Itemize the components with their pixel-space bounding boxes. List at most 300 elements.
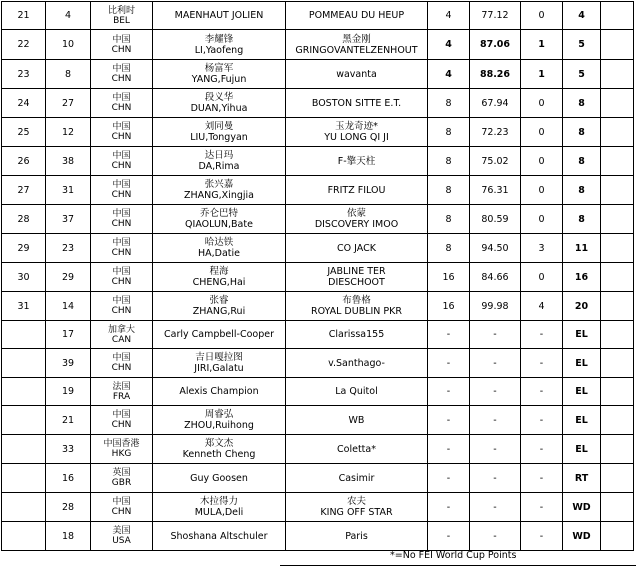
nation-cell-line2: CHN [111, 161, 132, 171]
horse-cell [286, 176, 428, 205]
blank-cell [601, 435, 634, 464]
place-cell: 22 [2, 30, 46, 60]
place-cell [2, 378, 46, 406]
rider-cell-line2: Shoshana Altschuler [170, 530, 268, 542]
place-cell: 31 [2, 292, 46, 321]
horse-cell-line2: BOSTON SITTE E.T. [311, 97, 402, 109]
nation-cell-line2: CHN [111, 74, 132, 84]
nation-cell [91, 435, 153, 464]
rider-cell-line2: JIRI,Galatu [194, 363, 244, 374]
time-faults-cell: 0 [521, 176, 563, 205]
horse-cell [286, 234, 428, 263]
total-cell: 16 [563, 263, 601, 292]
rider-cell-line1: 周睿弘 [204, 409, 234, 420]
horse-cell [286, 321, 428, 349]
place-cell: 21 [2, 2, 46, 30]
rider-cell [153, 493, 286, 522]
faults-cell: 8 [428, 205, 470, 234]
time-faults-cell: - [521, 464, 563, 493]
place-cell: 30 [2, 263, 46, 292]
nation-cell [91, 464, 153, 493]
total-cell: EL [563, 435, 601, 464]
time-faults-cell: - [521, 493, 563, 522]
results-table [1, 1, 634, 551]
start-number-cell: 10 [46, 30, 91, 60]
start-number-cell: 28 [46, 493, 91, 522]
rider-cell-line1: 乔仑巴特 [199, 208, 238, 219]
horse-cell [286, 205, 428, 234]
rider-cell-line2: MULA,Deli [194, 507, 244, 518]
nation-cell [91, 522, 153, 551]
rider-cell [153, 349, 286, 378]
place-cell: 28 [2, 205, 46, 234]
place-cell: 26 [2, 147, 46, 176]
table-row [2, 292, 634, 321]
rider-cell [153, 522, 286, 551]
horse-cell-line2: FRITZ FILOU [327, 184, 386, 196]
nation-cell [91, 89, 153, 118]
nation-cell-line1: 加拿大 [107, 324, 135, 335]
place-cell [2, 464, 46, 493]
rider-cell [153, 234, 286, 263]
rider-cell-line1: 程海 [209, 266, 229, 277]
rider-cell-line2: Kenneth Cheng [182, 449, 256, 460]
nation-cell-line2: CHN [111, 248, 132, 258]
horse-cell-line2: DISCOVERY IMOO [314, 219, 399, 230]
time-cell: 77.12 [470, 2, 521, 30]
rider-cell-line2: DA,Rima [198, 161, 240, 172]
blank-cell [601, 234, 634, 263]
time-faults-cell: 0 [521, 118, 563, 147]
nation-cell-line1: 法国 [112, 381, 131, 392]
place-cell: 29 [2, 234, 46, 263]
rider-cell-line2: LIU,Tongyan [190, 132, 248, 143]
start-number-cell: 27 [46, 89, 91, 118]
start-number-cell: 8 [46, 60, 91, 89]
time-faults-cell: - [521, 378, 563, 406]
time-cell: 94.50 [470, 234, 521, 263]
place-cell: 23 [2, 60, 46, 89]
nation-cell [91, 406, 153, 435]
rider-cell-line2: ZHANG,Rui [192, 306, 246, 317]
nation-cell-line1: 中国 [112, 151, 131, 161]
rider-cell-line1: 杨富军 [204, 63, 234, 74]
horse-cell [286, 263, 428, 292]
place-cell [2, 493, 46, 522]
place-cell: 27 [2, 176, 46, 205]
table-row [2, 118, 634, 147]
nation-cell-line1: 美国 [112, 526, 131, 536]
time-faults-cell: 1 [521, 60, 563, 89]
time-cell: - [470, 464, 521, 493]
faults-cell: - [428, 493, 470, 522]
total-cell: 8 [563, 147, 601, 176]
nation-cell [91, 263, 153, 292]
time-faults-cell: - [521, 435, 563, 464]
rider-cell-line1: 哈达铁 [204, 237, 234, 248]
rider-cell [153, 118, 286, 147]
rider-cell [153, 435, 286, 464]
nation-cell-line1: 中国 [112, 180, 131, 190]
blank-cell [601, 30, 634, 60]
total-cell: RT [563, 464, 601, 493]
start-number-cell: 19 [46, 378, 91, 406]
nation-cell [91, 205, 153, 234]
rider-cell-line2: LI,Yaofeng [194, 44, 244, 56]
rider-cell [153, 263, 286, 292]
nation-cell-line1: 中国 [112, 410, 131, 420]
horse-cell [286, 30, 428, 60]
nation-cell-line2: BEL [113, 15, 130, 26]
faults-cell: - [428, 321, 470, 349]
faults-cell: 16 [428, 263, 470, 292]
time-faults-cell: 4 [521, 292, 563, 321]
total-cell: WD [563, 522, 601, 551]
table-row [2, 147, 634, 176]
start-number-cell: 31 [46, 176, 91, 205]
horse-cell [286, 435, 428, 464]
rider-cell [153, 406, 286, 435]
footnote-rule [280, 565, 636, 566]
nation-cell-line2: HKG [111, 449, 132, 459]
rider-cell [153, 205, 286, 234]
rider-cell [153, 378, 286, 406]
faults-cell: - [428, 435, 470, 464]
nation-cell-line2: GBR [111, 478, 132, 488]
start-number-cell: 18 [46, 522, 91, 551]
nation-cell [91, 2, 153, 30]
nation-cell-line2: CHN [111, 306, 132, 316]
faults-cell: - [428, 464, 470, 493]
results-body [2, 2, 634, 551]
nation-cell [91, 493, 153, 522]
faults-cell: 4 [428, 30, 470, 60]
nation-cell-line2: USA [112, 536, 131, 546]
place-cell [2, 522, 46, 551]
nation-cell [91, 349, 153, 378]
horse-cell-line2: GRINGOVANTELZENHOUT [295, 44, 418, 56]
nation-cell-line2: CAN [111, 334, 132, 345]
nation-cell-line2: CHN [111, 277, 132, 287]
time-cell: - [470, 406, 521, 435]
horse-cell-line2: CO JACK [337, 242, 376, 254]
time-cell: 75.02 [470, 147, 521, 176]
time-cell: - [470, 493, 521, 522]
blank-cell [601, 493, 634, 522]
rider-cell-line2: YANG,Fujun [191, 74, 247, 85]
blank-cell [601, 321, 634, 349]
blank-cell [601, 2, 634, 30]
time-cell: 76.31 [470, 176, 521, 205]
total-cell: 5 [563, 60, 601, 89]
table-row [2, 89, 634, 118]
rider-cell [153, 60, 286, 89]
table-row [2, 522, 634, 551]
faults-cell: 8 [428, 234, 470, 263]
place-cell [2, 349, 46, 378]
faults-cell: 16 [428, 292, 470, 321]
rider-cell [153, 2, 286, 30]
horse-cell-line2: La Quitol [335, 386, 378, 397]
blank-cell [601, 522, 634, 551]
nation-cell-line1: 比利时 [107, 5, 135, 16]
total-cell: 8 [563, 89, 601, 118]
horse-cell-line2: Paris [345, 530, 368, 542]
time-faults-cell: - [521, 522, 563, 551]
total-cell: 4 [563, 2, 601, 30]
faults-cell: 8 [428, 89, 470, 118]
time-cell: - [470, 378, 521, 406]
start-number-cell: 37 [46, 205, 91, 234]
nation-cell-line1: 中国香港 [103, 439, 140, 449]
nation-cell-line1: 中国 [112, 497, 131, 507]
total-cell: 5 [563, 30, 601, 60]
horse-cell-line2: Clarissa155 [328, 329, 385, 340]
rider-cell-line1: 木拉得力 [199, 496, 238, 507]
nation-cell-line1: 中国 [112, 267, 131, 277]
horse-cell [286, 292, 428, 321]
time-faults-cell: 0 [521, 205, 563, 234]
faults-cell: 4 [428, 2, 470, 30]
place-cell: 24 [2, 89, 46, 118]
time-faults-cell: - [521, 349, 563, 378]
start-number-cell: 39 [46, 349, 91, 378]
table-row [2, 321, 634, 349]
time-cell: - [470, 522, 521, 551]
table-row [2, 205, 634, 234]
total-cell: 11 [563, 234, 601, 263]
table-row [2, 2, 634, 30]
blank-cell [601, 176, 634, 205]
time-faults-cell: - [521, 406, 563, 435]
place-cell [2, 321, 46, 349]
place-cell: 25 [2, 118, 46, 147]
horse-cell [286, 378, 428, 406]
total-cell: EL [563, 406, 601, 435]
start-number-cell: 29 [46, 263, 91, 292]
nation-cell-line1: 中国 [112, 64, 131, 74]
horse-cell-line2: YU LONG QI JI [324, 132, 389, 143]
horse-cell [286, 89, 428, 118]
horse-cell-line1: JABLINE TER [327, 266, 386, 277]
footnote: *=No FEI World Cup Points [390, 550, 517, 561]
nation-cell-line2: CHN [111, 420, 132, 430]
nation-cell [91, 176, 153, 205]
horse-cell-line2: F-擎天柱 [337, 155, 376, 167]
rider-cell [153, 292, 286, 321]
start-number-cell: 14 [46, 292, 91, 321]
start-number-cell: 12 [46, 118, 91, 147]
table-row [2, 263, 634, 292]
rider-cell-line2: ZHOU,Ruihong [184, 420, 254, 431]
time-faults-cell: 1 [521, 30, 563, 60]
faults-cell: 4 [428, 60, 470, 89]
table-row [2, 493, 634, 522]
rider-cell-line2: Alexis Champion [179, 386, 259, 397]
nation-cell [91, 118, 153, 147]
nation-cell-line1: 中国 [112, 209, 131, 219]
time-faults-cell: 0 [521, 89, 563, 118]
horse-cell-line2: Coletta* [337, 443, 376, 455]
place-cell [2, 406, 46, 435]
blank-cell [601, 205, 634, 234]
table-row [2, 349, 634, 378]
start-number-cell: 16 [46, 464, 91, 493]
rider-cell-line1: 张睿 [209, 295, 229, 306]
table-row [2, 464, 634, 493]
start-number-cell: 21 [46, 406, 91, 435]
rider-cell [153, 147, 286, 176]
time-cell: 72.23 [470, 118, 521, 147]
nation-cell-line2: CHN [111, 507, 132, 517]
place-cell [2, 435, 46, 464]
rider-cell [153, 30, 286, 60]
time-cell: 84.66 [470, 263, 521, 292]
horse-cell [286, 493, 428, 522]
nation-cell-line1: 中国 [112, 238, 131, 248]
time-faults-cell: 0 [521, 263, 563, 292]
faults-cell: - [428, 522, 470, 551]
rider-cell [153, 321, 286, 349]
horse-cell-line1: 布鲁格 [342, 295, 371, 306]
nation-cell-line1: 中国 [112, 34, 131, 45]
time-cell: 87.06 [470, 30, 521, 60]
time-cell: 67.94 [470, 89, 521, 118]
table-row [2, 60, 634, 89]
rider-cell-line1: 段义华 [204, 92, 234, 103]
total-cell: EL [563, 378, 601, 406]
total-cell: 8 [563, 176, 601, 205]
total-cell: EL [563, 321, 601, 349]
total-cell: 8 [563, 205, 601, 234]
nation-cell-line1: 中国 [112, 296, 131, 306]
rider-cell-line2: ZHANG,Xingjia [184, 190, 254, 201]
blank-cell [601, 147, 634, 176]
horse-cell-line2: v.Santhago- [328, 357, 385, 369]
nation-cell-line1: 中国 [112, 93, 131, 103]
horse-cell-line1: 黑金刚 [342, 33, 371, 45]
faults-cell: 8 [428, 118, 470, 147]
start-number-cell: 17 [46, 321, 91, 349]
start-number-cell: 33 [46, 435, 91, 464]
rider-cell-line1: 李耀锋 [204, 33, 234, 45]
time-faults-cell: 0 [521, 2, 563, 30]
faults-cell: - [428, 349, 470, 378]
table-row [2, 435, 634, 464]
rider-cell-line2: QIAOLUN,Bate [185, 219, 253, 230]
horse-cell-line2: DIESCHOOT [328, 277, 385, 288]
start-number-cell: 23 [46, 234, 91, 263]
nation-cell-line2: CHN [111, 44, 132, 55]
nation-cell-line2: FRA [112, 391, 131, 402]
blank-cell [601, 118, 634, 147]
time-faults-cell: 0 [521, 147, 563, 176]
time-cell: - [470, 349, 521, 378]
total-cell: 20 [563, 292, 601, 321]
horse-cell-line2: WB [348, 414, 365, 426]
rider-cell-line1: 刘同曼 [204, 121, 234, 132]
nation-cell-line1: 中国 [112, 353, 131, 363]
horse-cell [286, 406, 428, 435]
nation-cell [91, 234, 153, 263]
horse-cell [286, 522, 428, 551]
blank-cell [601, 89, 634, 118]
rider-cell [153, 89, 286, 118]
horse-cell [286, 349, 428, 378]
time-cell: 99.98 [470, 292, 521, 321]
faults-cell: - [428, 378, 470, 406]
total-cell: EL [563, 349, 601, 378]
horse-cell [286, 147, 428, 176]
nation-cell-line2: CHN [111, 363, 132, 373]
time-faults-cell: - [521, 321, 563, 349]
nation-cell-line1: 中国 [112, 122, 131, 132]
table-row [2, 378, 634, 406]
rider-cell-line1: 达日玛 [204, 150, 234, 161]
horse-cell-line2: POMMEAU DU HEUP [308, 10, 405, 21]
nation-cell-line2: CHN [111, 219, 132, 229]
blank-cell [601, 292, 634, 321]
faults-cell: - [428, 406, 470, 435]
time-cell: - [470, 321, 521, 349]
rider-cell-line1: 张兴嘉 [204, 179, 234, 190]
blank-cell [601, 406, 634, 435]
faults-cell: 8 [428, 176, 470, 205]
table-row [2, 234, 634, 263]
rider-cell-line1: 郑文杰 [204, 438, 234, 449]
horse-cell-line2: ROYAL DUBLIN PKR [310, 306, 402, 317]
horse-cell [286, 118, 428, 147]
time-cell: 80.59 [470, 205, 521, 234]
nation-cell [91, 30, 153, 60]
rider-cell-line2: Carly Campbell-Cooper [163, 329, 274, 340]
blank-cell [601, 60, 634, 89]
nation-cell-line2: CHN [111, 190, 132, 200]
time-cell: - [470, 435, 521, 464]
horse-cell-line1: 玉龙奇迹* [335, 121, 378, 132]
horse-cell [286, 60, 428, 89]
nation-cell-line2: CHN [111, 132, 132, 142]
blank-cell [601, 378, 634, 406]
horse-cell-line2: wavanta [336, 68, 377, 80]
rider-cell [153, 464, 286, 493]
rider-cell [153, 176, 286, 205]
nation-cell [91, 60, 153, 89]
rider-cell-line2: CHENG,Hai [192, 277, 246, 288]
start-number-cell: 4 [46, 2, 91, 30]
horse-cell-line2: Casimir [338, 472, 375, 484]
blank-cell [601, 263, 634, 292]
rider-cell-line2: MAENHAUT JOLIEN [174, 10, 264, 21]
nation-cell-line2: CHN [111, 103, 132, 113]
nation-cell [91, 321, 153, 349]
total-cell: WD [563, 493, 601, 522]
horse-cell [286, 2, 428, 30]
horse-cell-line2: KING OFF STAR [320, 507, 393, 518]
rider-cell-line2: Guy Goosen [190, 472, 248, 484]
rider-cell-line2: HA,Datie [197, 248, 240, 259]
table-row [2, 406, 634, 435]
nation-cell [91, 147, 153, 176]
horse-cell-line1: 依蒙 [346, 208, 366, 219]
horse-cell-line1: 农夫 [346, 496, 366, 507]
nation-cell [91, 292, 153, 321]
nation-cell [91, 378, 153, 406]
start-number-cell: 38 [46, 147, 91, 176]
horse-cell [286, 464, 428, 493]
time-faults-cell: 3 [521, 234, 563, 263]
rider-cell-line1: 吉日嘎拉图 [195, 352, 243, 363]
